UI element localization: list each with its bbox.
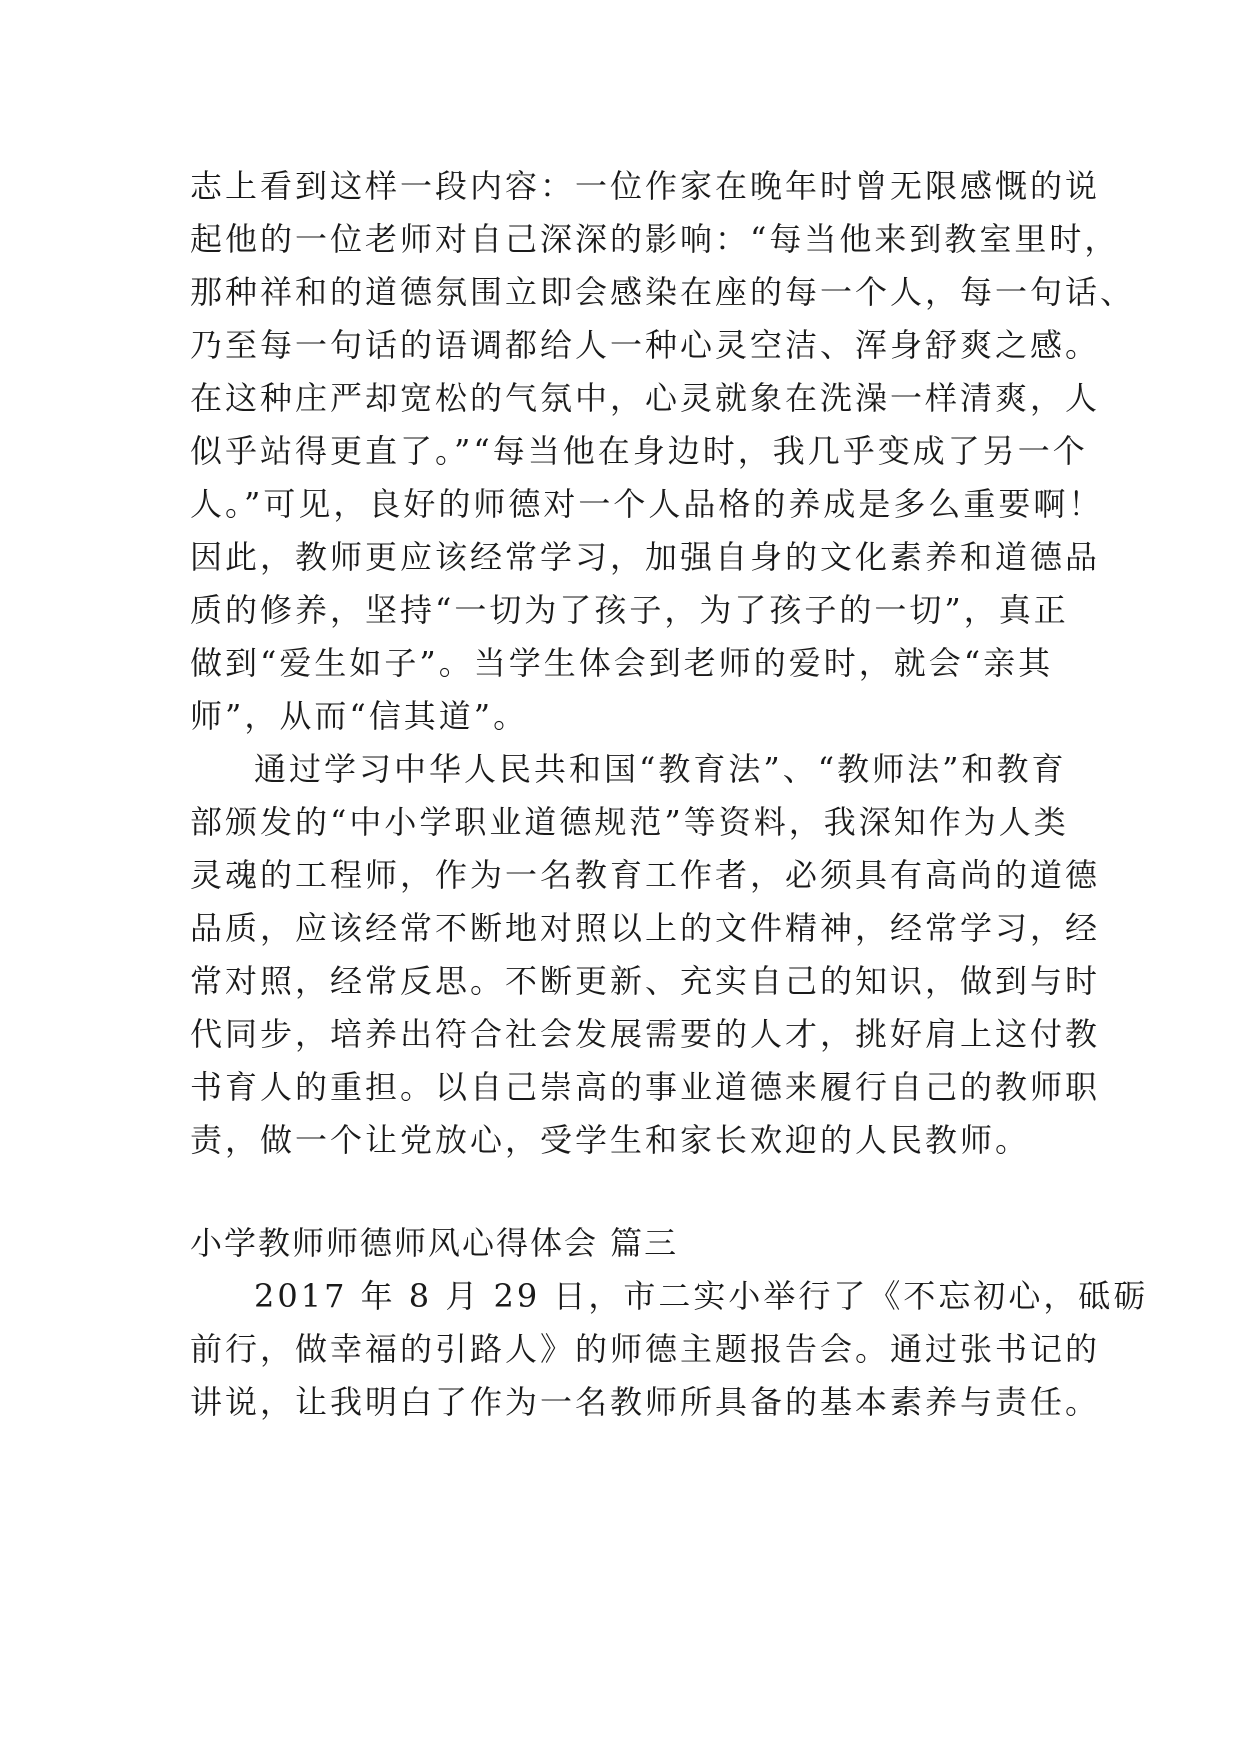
document-body: [190, 160, 1149, 1429]
paragraph-line: 起他的一位老师对自己深深的影响：“每当他来到教室里时，: [190, 220, 1120, 258]
paragraph-line: 乃至每一句话的语调都给人一种心灵空洁、浑身舒爽之感。: [190, 326, 1101, 364]
paragraph-line: 讲说，让我明白了作为一名教师所具备的基本素养与责任。: [190, 1383, 1101, 1421]
paragraph-line: 部颁发的“中小学职业道德规范”等资料，我深知作为人类: [190, 803, 1069, 841]
paragraph-line: 做到“爱生如子”。当学生体会到老师的爱时，就会“亲其: [190, 644, 1054, 682]
paragraph-line: 那种祥和的道德氛围立即会感染在座的每一个人，每一句话、: [190, 273, 1136, 311]
paragraph-2: [190, 743, 1101, 1167]
paragraph-3: [190, 1270, 1149, 1429]
paragraph-1: [190, 160, 1136, 743]
paragraph-line: 因此，教师更应该经常学习，加强自身的文化素养和道德品: [190, 538, 1101, 576]
paragraph-line: 代同步，培养出符合社会发展需要的人才，挑好肩上这付教: [190, 1015, 1101, 1053]
paragraph-line: 品质，应该经常不断地对照以上的文件精神，经常学习，经: [190, 909, 1101, 947]
paragraph-line: 2017 年 8 月 29 日，市二实小举行了《不忘初心，砥砺: [254, 1277, 1149, 1315]
paragraph-line: 质的修养，坚持“一切为了孩子，为了孩子的一切”，真正: [190, 591, 1069, 629]
paragraph-line: 责，做一个让党放心，受学生和家长欢迎的人民教师。: [190, 1121, 1031, 1159]
paragraph-line: 常对照，经常反思。不断更新、充实自己的知识，做到与时: [190, 962, 1101, 1000]
paragraph-line: 志上看到这样一段内容：一位作家在晚年时曾无限感慨的说: [190, 167, 1101, 205]
section-heading: 小学教师师德师风心得体会 篇三: [190, 1224, 679, 1262]
paragraph-line: 灵魂的工程师，作为一名教育工作者，必须具有高尚的道德: [190, 856, 1101, 894]
paragraph-line: 似乎站得更直了。”“每当他在身边时，我几乎变成了另一个: [190, 432, 1088, 470]
paragraph-line: 人。”可见，良好的师德对一个人品格的养成是多么重要啊！: [190, 485, 1104, 523]
paragraph-line: 书育人的重担。以自己崇高的事业道德来履行自己的教师职: [190, 1068, 1101, 1106]
paragraph-line: 师”，从而“信其道”。: [190, 697, 529, 735]
paragraph-line: 在这种庄严却宽松的气氛中，心灵就象在洗澡一样清爽，人: [190, 379, 1101, 417]
paragraph-line: 前行，做幸福的引路人》的师德主题报告会。通过张书记的: [190, 1330, 1101, 1368]
paragraph-line: 通过学习中华人民共和国“教育法”、“教师法”和教育: [254, 750, 1067, 788]
